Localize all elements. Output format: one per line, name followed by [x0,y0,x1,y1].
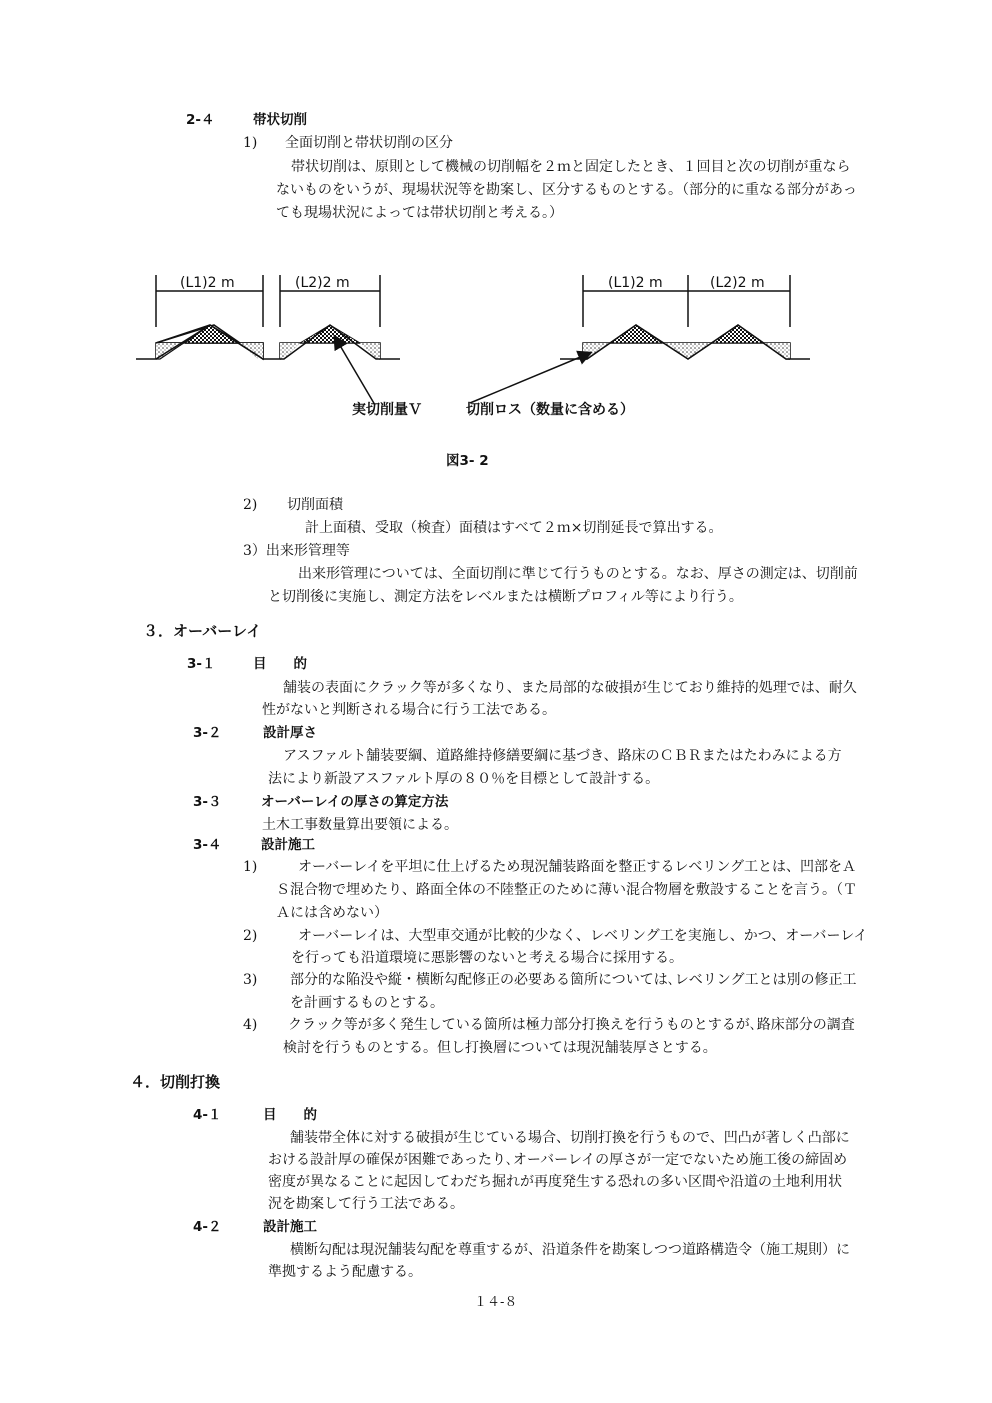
list-item-line: 検討を行うものとする。但し打換層については現況舗装厚さとする。 [283,1040,717,1056]
cut-loss-right-2 [662,343,712,359]
strip-cutting-figure [130,255,870,435]
paragraph-line: 法により新設アスファルト厚の８０％を目標として設計する。 [268,771,660,787]
list-item-number: 2) [243,928,258,944]
paragraph-line: 出来形管理については、全面切削に準じて行うものとする。なお、厚さの測定は、切削前 [298,566,858,582]
section-title: 設計施工 [261,837,315,853]
paragraph-line: 密度が異なることに起因してわだち掘れが再度発生する恐れの多い区間や沿道の土地利用状 [268,1174,842,1190]
paragraph-line: 土木工事数量算出要領による。 [262,817,458,833]
right-dim-label-1: (L1)2 m [608,275,663,291]
list-item-number: 1) [243,859,258,875]
cut-volume-left-1 [185,325,240,343]
paragraph-line: 況を勘案して行う工法である。 [268,1196,464,1212]
paragraph-line: ないものをいうが、現場状況等を勘案し、区分するものとする。（部分的に重なる部分があっ [276,182,857,198]
paragraph-line: アスファルト舗装要綱、道路維持修繕要綱に基づき、路床のＣＢＲまたはたわみによる方 [283,748,842,764]
paragraph-line: 横断勾配は現況舗装勾配を尊重するが、沿道条件を勘案しつつ道路構造令（施工規則）に [290,1242,850,1258]
paragraph-line: おける設計厚の確保が困難であったり､オーバーレイの厚さが一定でないため施工後の締固め [268,1152,848,1168]
chapter-title: ３．オーバーレイ [143,622,262,640]
section-number: 3-３ [193,794,222,810]
list-item-line: を行っても沿道環境に悪影響のないと考える場合に採用する。 [291,950,683,966]
section-title: 目 的 [263,1107,317,1123]
list-item-number: 4) [243,1017,258,1033]
annotation-actual-volume: 実切削量Ｖ [352,402,422,418]
arrow-cut-loss [470,353,590,403]
paragraph-line: と切削後に実施し、測定方法をレベルまたは横断プロフィル等により行う。 [268,589,743,605]
cut-volume-right-2 [712,325,764,343]
item-title: 全面切削と帯状切削の区分 [285,135,453,151]
item-title: 切削面積 [287,497,343,513]
paragraph-line: 性がないと判断される場合に行う工法である。 [262,702,556,718]
section-title: 設計施工 [263,1219,317,1235]
section-number: 2-４ [186,112,215,128]
paragraph-line: 舗装帯全体に対する破損が生じている場合、切削打換を行うもので、凹凸が著しく凸部に [290,1130,850,1146]
section-title: 目 的 [253,656,307,672]
item-title: 3）出来形管理等 [243,543,350,559]
paragraph-line: 計上面積、受取（検査）面積はすべて２ｍ×切削延長で算出する。 [305,520,723,536]
section-number: 3-２ [193,725,222,741]
paragraph-line: ても現場状況によっては帯状切削と考える。） [276,205,563,221]
cut-volume-right-1 [610,325,662,343]
cut-loss-left-3 [280,343,300,359]
list-item-line: クラック等が多く発生している箇所は極力部分打換えを行うものとするが､路床部分の調査 [288,1017,855,1033]
list-item-number: 3) [243,972,258,988]
section-title: オーバーレイの厚さの算定方法 [261,794,449,810]
left-dim-label-2: (L2)2 m [295,275,350,291]
section-number: 3-１ [187,656,216,672]
item-number: 2) [243,497,258,513]
annotation-cut-loss: 切削ロス（数量に含める） [466,402,634,418]
list-item-line: Ｓ混合物で埋めたり、路面全体の不陸整正のために薄い混合物層を敷設することを言う。（Ｔ [276,882,857,898]
item-number: 1) [243,135,258,151]
right-dim-label-2: (L2)2 m [710,275,765,291]
section-title: 設計厚さ [263,725,317,741]
section-title: 帯状切削 [253,112,307,128]
section-number: 3-４ [193,837,222,853]
list-item-line: Ａには含めない） [276,905,388,921]
page-number: １４-８ [474,1295,518,1310]
section-number: 4-２ [193,1219,222,1235]
section-number: 4-１ [193,1107,222,1123]
paragraph-line: 帯状切削は、原則として機械の切削幅を２ｍと固定したとき、１回目と次の切削が重なら [291,159,851,175]
list-item-line: オーバーレイは、大型車交通が比較的少なく、レベリング工を実施し、かつ、オーバーレイ [298,928,868,944]
list-item-line: を計画するものとする。 [290,995,444,1011]
paragraph-line: 準拠するよう配慮する。 [268,1264,422,1280]
list-item-line: 部分的な陥没や縦・横断勾配修正の必要ある箇所については､レベリング工とは別の修正工 [290,972,857,988]
figure-caption: 図3- 2 [446,453,489,469]
left-dim-label-1: (L1)2 m [180,275,235,291]
chapter-title: ４．切削打換 [130,1073,221,1091]
list-item-line: オーバーレイを平坦に仕上げるため現況舗装路面を整正するレベリング工とは、凹部をＡ [298,859,857,875]
paragraph-line: 舗装の表面にクラック等が多くなり、また局部的な破損が生じており維持的処理では、耐久 [283,680,857,696]
cut-loss-left-4 [360,343,380,359]
